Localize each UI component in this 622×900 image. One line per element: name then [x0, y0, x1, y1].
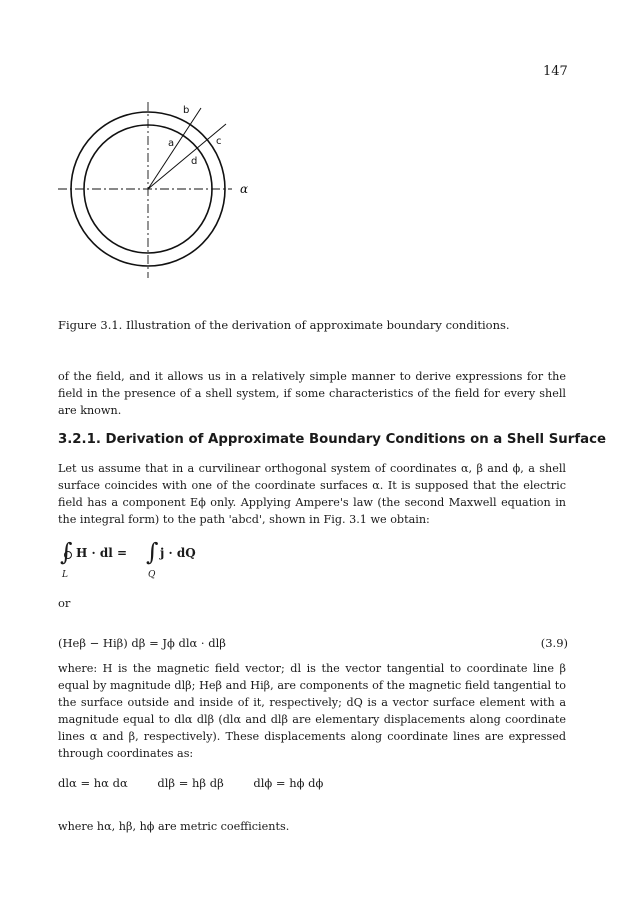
equation-number: (3.9)	[540, 636, 568, 650]
page-number: 147	[543, 64, 568, 79]
contour-loop-mark	[64, 551, 72, 559]
displacement-alpha: dlα = hα dα	[58, 776, 128, 790]
or-text: or	[58, 596, 71, 610]
equation-3-9	[58, 636, 568, 650]
equation1-rhs: j · dQ	[160, 546, 196, 560]
section-heading: 3.2.1. Derivation of Approximate Boundary Conditions on a Shell Surface	[58, 432, 606, 447]
figure-diagram	[50, 100, 270, 300]
displacement-equations	[58, 776, 349, 790]
section-paragraph: Let us assume that in a curvilinear orthogonal system of coordinates α, β and ϕ, a shell surface coincides with one of the coordinate surfaces α. It is supposed that the electric field has a component Eϕ only. Applying Ampere's law (the second Maxwell equation in the integral form) to the path 'abcd', shown in Fig. 3.1 we obtain:	[58, 462, 566, 526]
displacement-phi: dlϕ = hϕ dϕ	[253, 776, 324, 790]
equation-ampere-integral	[60, 538, 260, 588]
label-d: d	[191, 156, 198, 167]
figure-caption: Figure 3.1. Illustration of the derivation of approximate boundary conditions.	[58, 318, 510, 332]
label-c: c	[216, 136, 222, 147]
label-a: a	[168, 138, 175, 149]
label-alpha: α	[240, 182, 249, 196]
radial-line-b	[148, 108, 201, 189]
equation2-body: (Heβ − Hiβ) dβ = Jϕ dlα · dlβ	[58, 636, 226, 650]
intro-paragraph: of the field, and it allows us in a relatively simple manner to derive expressions for the field in the presence of a shell system, if some characteristics of the field for every shell are known.	[58, 370, 566, 417]
label-b: b	[183, 105, 190, 116]
radial-line-c	[148, 124, 226, 189]
where-paragraph: where: H is the magnetic field vector; dl is the vector tangential to coordinate line β equal by magnitude dlβ; Heβ and Hiβ, are components of the magnetic field tangential to the surface outside and inside of it, respectively; dQ is a vector surface element with a magnitude equal to dlα dlβ (dlα and dlβ are elementary displacements along coordinate lines α and β, respectively). These displacements along coordinate lines are expressed through coordinates as:	[58, 662, 566, 760]
limit-l: L	[62, 570, 68, 580]
displacement-beta: dlβ = hβ dβ	[157, 776, 224, 790]
contour-integral-sign: ∫	[60, 538, 73, 566]
surface-integral-sign: ∫	[146, 538, 159, 566]
equation1-lhs: H · dl =	[76, 546, 128, 560]
final-paragraph: where hα, hβ, hϕ are metric coefficients.	[58, 820, 290, 833]
figure-3-1	[50, 100, 270, 300]
limit-q: Q	[148, 570, 156, 580]
